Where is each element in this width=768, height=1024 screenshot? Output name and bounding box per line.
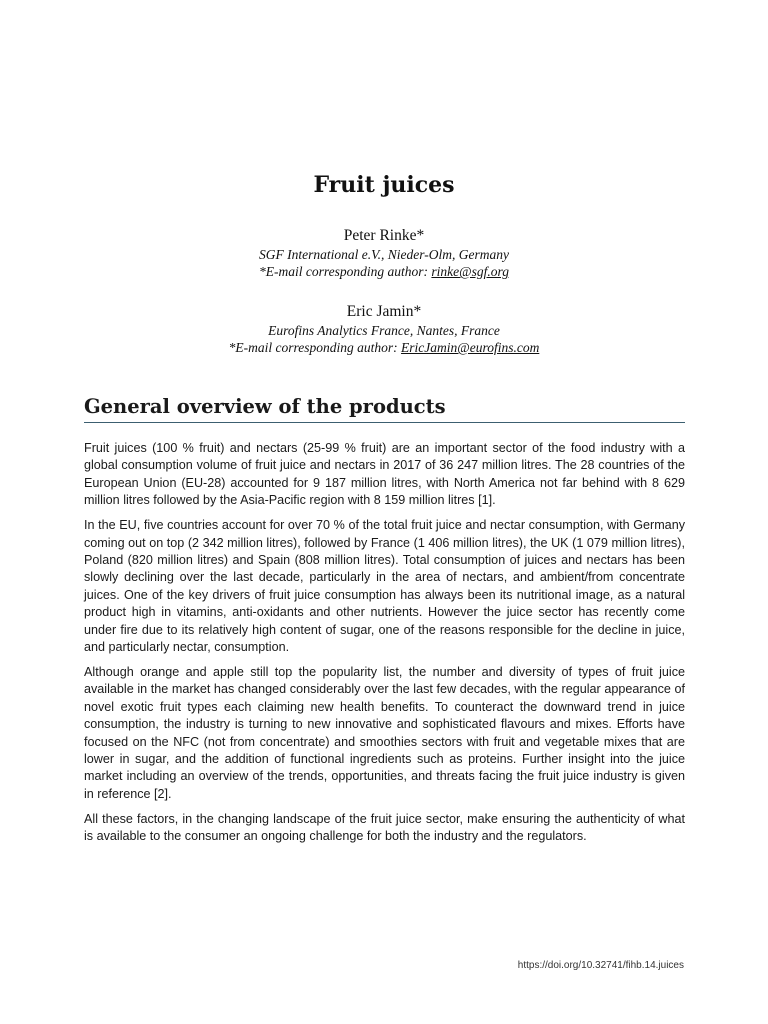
paragraph-1: Fruit juices (100 % fruit) and nectars (25-99 % fruit) are an important sector of the food industry with a global consumption volume of fruit juice and nectars in 2017 of 36 247 million litres. The 28 countries of the European Union (EU-28) accounted for 9 187 million litres, with North America not far behind with 8 629 million litres followed by the Asia-Pacific region with 8 159 million litres [1].: [84, 441, 685, 508]
author-name: Peter Rinke*: [343, 227, 425, 244]
author-email-line: [0, 339, 768, 356]
author-affiliation: Eurofins Analytics France, Nantes, France: [268, 323, 500, 338]
document-title: Fruit juices: [313, 172, 455, 198]
paragraph-2: In the EU, five countries account for over 70 % of the total fruit juice and nectar consumption, with Germany coming out on top (2 342 million litres), followed by France (1 406 million litres), the UK (1 079 million litres), Poland (820 million litres) and Spain (808 million litres). Total consumption of juices and nectars has been slowly declining over the last decade, particularly in the area of nectars, and ambient/from concentrate juices. One of the key drivers of fruit juice consumption has always been its nutritional image, as a natural product high in vitamins, anti-oxidants and other nutrients. However the juice sector has recently come under fire due to its relatively high content of sugar, one of the reasons responsible for the decline in juice, and particularly nectar, consumption.: [84, 518, 685, 654]
section-body: [84, 440, 685, 853]
paragraph-3: Although orange and apple still top the popularity list, the number and diversity of types of fruit juice available in the market has changed considerably over the last few decades, with the regular appearance of novel exotic fruit types each claiming new health benefits. To counteract the downward trend in juice consumption, the industry is turning to new innovative and sophisticated flavours and mixes. Efforts have focused on the NFC (not from concentrate) and smoothies sectors with fruit and vegetable mixes that are lower in sugar, and the addition of functional ingredients such as proteins. Further insight into the juice market including an overview of the trends, opportunities, and threats facing the fruit juice industry is given in reference [2].: [84, 664, 685, 801]
author-affiliation: SGF International e.V., Nieder-Olm, Germany: [259, 247, 509, 262]
email-prefix: *E-mail corresponding author:: [228, 340, 402, 355]
author-email-link[interactable]: EricJamin@eurofins.com: [401, 340, 540, 355]
author-block-1: [0, 226, 768, 280]
author-block-2: [0, 302, 768, 356]
section-heading: General overview of the products: [84, 393, 685, 423]
author-email-line: [0, 263, 768, 280]
author-email-link[interactable]: rinke@sgf.org: [431, 264, 509, 279]
author-name: Eric Jamin*: [346, 303, 422, 320]
paragraph-4: All these factors, in the changing landscape of the fruit juice sector, make ensuring the authenticity of what is available to the consumer an ongoing challenge for both the industry and the regulators.: [84, 811, 685, 844]
doi-link[interactable]: https://doi.org/10.32741/fihb.14.juices: [517, 960, 684, 971]
email-prefix: *E-mail corresponding author:: [259, 264, 432, 279]
